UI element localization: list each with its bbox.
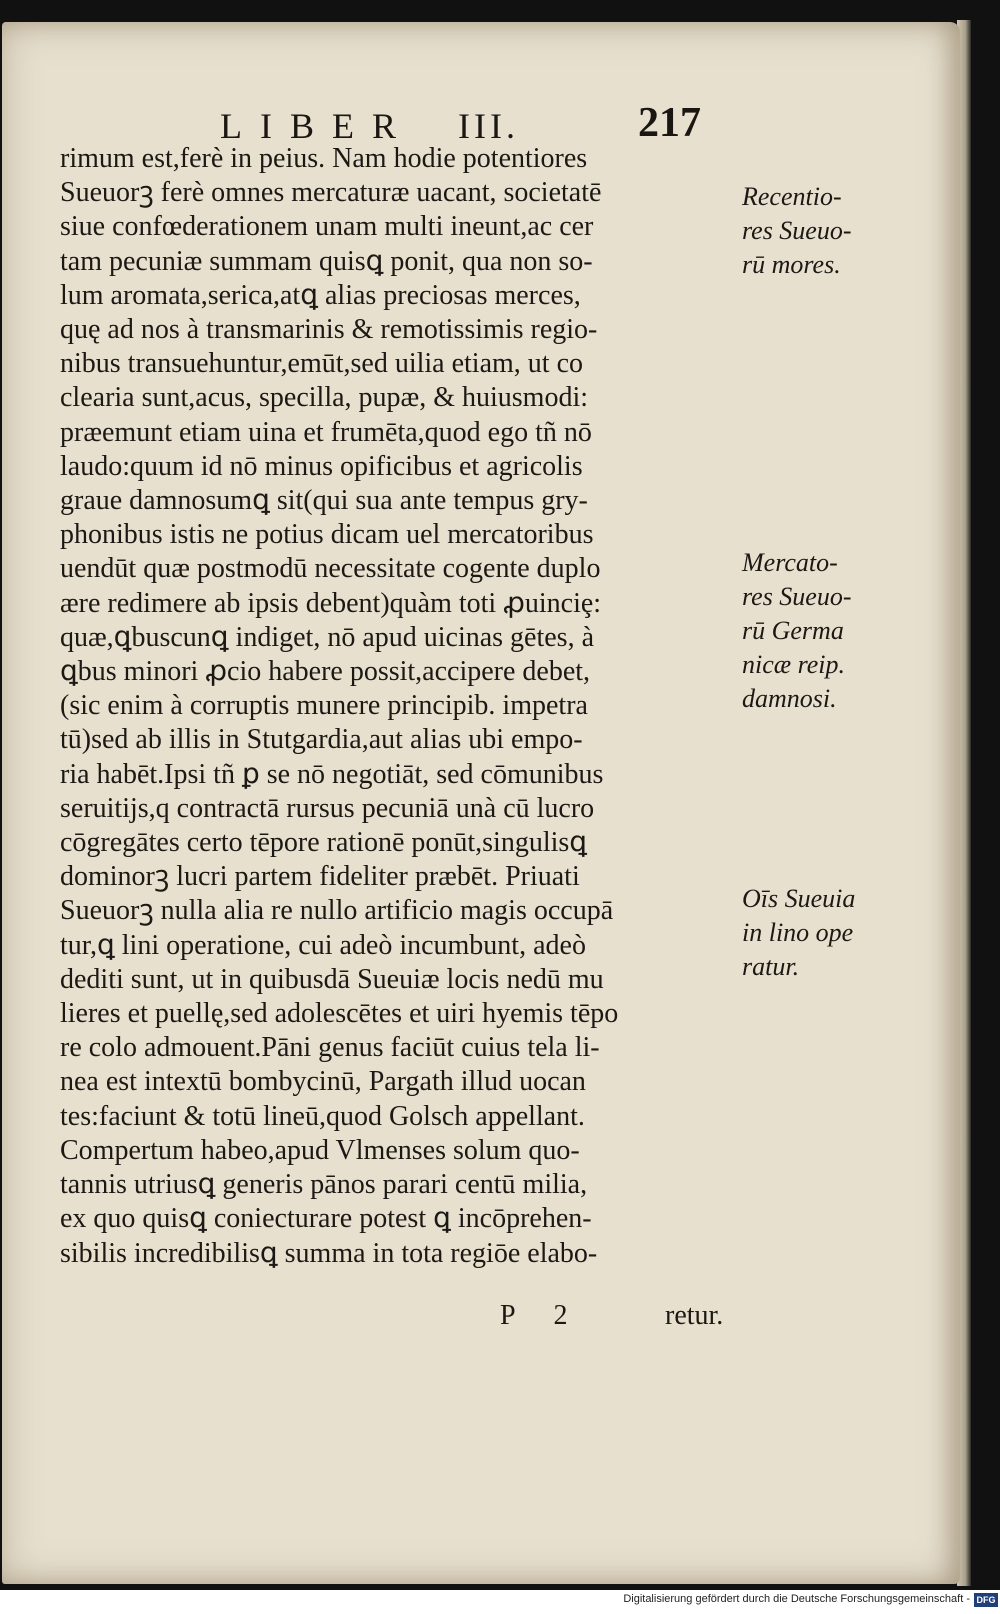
- text-line: clearia sunt,acus, specilla, pupæ, & huiusmodi:: [60, 382, 589, 414]
- text-line: ære redimere ab ipsis debent)quàm toti ꝓuinciȩ:: [60, 587, 602, 619]
- marginal-line: nicæ reip.: [742, 650, 846, 679]
- main-text-block: [60, 142, 760, 1271]
- book-number: III.: [458, 106, 519, 146]
- text-line: graue damnosumꝗ sit(qui sua ante tempus gry-: [60, 485, 588, 517]
- marginal-line: Recentio-: [742, 182, 842, 211]
- text-line: phonibus istis ne potius dicam uel mercatoribus: [60, 519, 594, 551]
- marginal-note-lino: [742, 882, 932, 984]
- text-line: laudo:quum id nō minus opificibus et agricolis: [60, 450, 583, 482]
- text-line: Sueuorꝫ ferè omnes mercaturæ uacant, societatē: [60, 177, 602, 209]
- text-line: cōgregātes certo tēpore rationē ponūt,singulisꝗ: [60, 827, 588, 859]
- text-line: siue confœderationem unam multi ineunt,ac cer: [60, 211, 594, 243]
- text-line: dominorꝫ lucri partem fideliter præbēt. Priuati: [60, 861, 580, 893]
- text-line: seruitijs,q contractā rursus pecuniā unà cū lucro: [60, 792, 595, 824]
- text-line: nea est intextū bombycinū, Pargath illud uocan: [60, 1066, 586, 1098]
- marginal-line: res Sueuo-: [742, 582, 852, 611]
- text-line: re colo admouent.Pāni genus faciūt cuius tela li-: [60, 1032, 600, 1064]
- marginal-line: rū Germa: [742, 616, 844, 645]
- marginal-line: ratur.: [742, 952, 800, 981]
- text-line: nibus transuehuntur,emūt,sed uilia etiam, ut co: [60, 348, 583, 380]
- running-head: LIBER: [220, 106, 414, 146]
- text-line: lieres et puellę,sed adolescētes et uiri hyemis tēpo: [60, 998, 619, 1030]
- marginal-line: Mercato-: [742, 548, 838, 577]
- text-line: Compertum habeo,apud Vlmenses solum quo-: [60, 1134, 580, 1166]
- marginal-line: rū mores.: [742, 250, 841, 279]
- text-line: ꝗbus minori ꝓcio habere possit,accipere debet,: [60, 656, 591, 688]
- text-line: quæ,ꝗbuscunꝗ indiget, nō apud uicinas gētes, à: [60, 621, 595, 653]
- dfg-logo: DFG: [974, 1593, 998, 1607]
- text-line: tes:faciunt & totū lineū,quod Golsch appellant.: [60, 1100, 585, 1132]
- text-line: ex quo quisꝗ coniecturare potest ꝗ incōprehen-: [60, 1203, 592, 1235]
- marginal-line: damnosi.: [742, 684, 837, 713]
- text-line: tur,ꝗ lini operatione, cui adeò incumbunt, adeò: [60, 929, 586, 961]
- marginal-line: Oīs Sueuia: [742, 884, 856, 913]
- text-line: (sic enim à corruptis munere principib. impetra: [60, 690, 588, 722]
- marginal-note-mercatores: [742, 546, 932, 716]
- marginal-line: res Sueuo-: [742, 216, 852, 245]
- text-line: ria habēt.Ipsi tñ ꝑ se nō negotiāt, sed cōmunibus: [60, 758, 604, 790]
- marginal-note-recentiores: [742, 180, 932, 282]
- marginal-line: in lino ope: [742, 918, 854, 947]
- text-line: præemunt etiam uina et frumēta,quod ego tñ nō: [60, 416, 592, 448]
- text-line: lum aromata,serica,atꝗ alias preciosas merces,: [60, 279, 581, 311]
- credit-bar: [0, 1590, 1000, 1614]
- text-line: tannis utriusꝗ generis pānos parari centū milia,: [60, 1169, 588, 1201]
- text-line: rimum est,ferè in peius. Nam hodie potentiores: [60, 143, 588, 174]
- text-line: tam pecuniæ summam quisꝗ ponit, qua non so-: [60, 245, 593, 277]
- digitization-credit: Digitalisierung gefördert durch die Deutsche Forschungsgemeinschaft -: [623, 1593, 970, 1605]
- page-footer: [60, 1300, 760, 1340]
- text-line: sibilis incredibilisꝗ summa in tota regiōe elabo-: [60, 1237, 598, 1269]
- folio-number: 217: [638, 100, 701, 146]
- text-line: quę ad nos à transmarinis & remotissimis regio-: [60, 314, 598, 346]
- text-line: Sueuorꝫ nulla alia re nullo artificio magis occupā: [60, 895, 614, 927]
- catchword: retur.: [665, 1300, 724, 1331]
- signature-mark: P 2: [500, 1300, 584, 1331]
- text-line: uendūt quæ postmodū necessitate cogente duplo: [60, 553, 601, 585]
- text-line: tū)sed ab illis in Stutgardia,aut alias ubi empo-: [60, 724, 583, 756]
- text-line: dediti sunt, ut in quibusdā Sueuiæ locis nedū mu: [60, 963, 604, 995]
